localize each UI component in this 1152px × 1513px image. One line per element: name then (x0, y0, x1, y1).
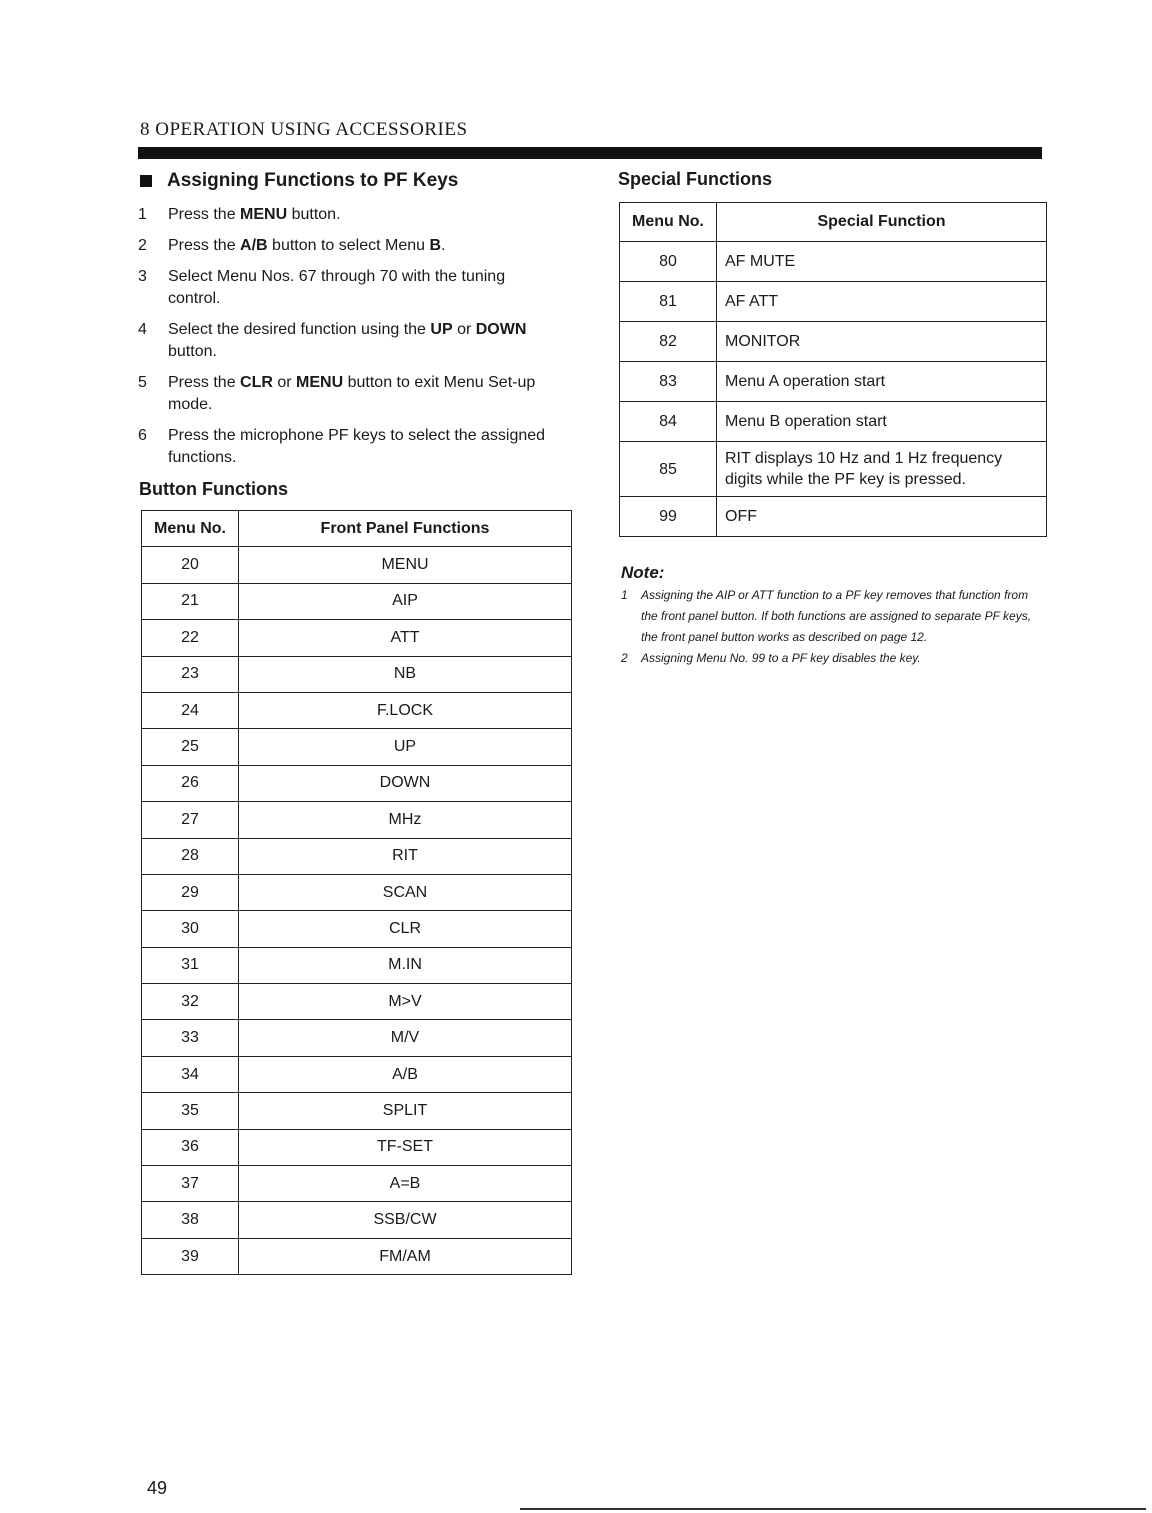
menu-number-cell: 31 (142, 947, 239, 983)
menu-number-cell: 28 (142, 838, 239, 874)
menu-number-cell: 32 (142, 984, 239, 1020)
function-cell: A=B (239, 1166, 572, 1202)
menu-number-cell: 39 (142, 1238, 239, 1274)
menu-number-cell: 23 (142, 656, 239, 692)
note-title: Note: (621, 563, 665, 582)
function-cell: F.LOCK (239, 692, 572, 728)
step-text (168, 372, 558, 416)
step-text-part: Press the (168, 374, 241, 391)
step-text-part: Press the (168, 237, 241, 254)
step-keyword: CLR (240, 374, 273, 391)
table-row (620, 242, 1047, 282)
function-cell: SPLIT (239, 1093, 572, 1129)
note-item (621, 585, 1046, 648)
step-number: 6 (138, 427, 147, 444)
step-text-part: Select the desired function using the (168, 321, 431, 338)
function-cell: NB (239, 656, 572, 692)
table-row (142, 1238, 572, 1274)
table-row (142, 1129, 572, 1165)
step-keyword: A/B (240, 237, 268, 254)
step-number: 4 (138, 321, 147, 338)
table-row (142, 656, 572, 692)
note-text: Assigning Menu No. 99 to a PF key disables the key. (641, 651, 921, 665)
section-title-text: Assigning Functions to PF Keys (167, 170, 459, 191)
step-text-part: button to exit Menu Set-up mode. (168, 374, 536, 413)
step-text (168, 319, 558, 363)
step-text-part: . (441, 237, 446, 254)
header-rule (138, 147, 1042, 159)
function-cell: DOWN (239, 765, 572, 801)
step-text-part: Press the (168, 206, 241, 223)
function-cell: MENU (239, 547, 572, 583)
column-header: Front Panel Functions (239, 511, 572, 547)
table-header-row (620, 203, 1047, 242)
step-text-part: button to select Menu (267, 237, 430, 254)
note-number: 1 (621, 588, 628, 602)
step-item (138, 372, 558, 416)
menu-number-cell: 83 (620, 362, 717, 402)
table-row (142, 1166, 572, 1202)
notes-list (621, 585, 1046, 669)
table-row (142, 1202, 572, 1238)
step-item (138, 204, 558, 226)
function-cell: MHz (239, 802, 572, 838)
step-keyword: DOWN (475, 321, 527, 338)
menu-number-cell: 22 (142, 620, 239, 656)
table-row (142, 947, 572, 983)
function-cell: A/B (239, 1056, 572, 1092)
step-text-part: or (272, 374, 297, 391)
table-row (142, 1093, 572, 1129)
menu-number-cell: 24 (142, 692, 239, 728)
step-text (168, 266, 558, 310)
menu-number-cell: 34 (142, 1056, 239, 1092)
function-cell: FM/AM (239, 1238, 572, 1274)
step-text-part: Press the microphone PF keys to select the assigned functions. (168, 427, 546, 466)
table-row (620, 322, 1047, 362)
menu-number-cell: 82 (620, 322, 717, 362)
menu-number-cell: 84 (620, 402, 717, 442)
note-number: 2 (621, 651, 628, 665)
footer-rule (520, 1508, 1146, 1510)
function-cell: CLR (239, 911, 572, 947)
table-row (620, 497, 1047, 537)
table-row (142, 874, 572, 910)
menu-number-cell: 38 (142, 1202, 239, 1238)
function-cell: RIT (239, 838, 572, 874)
function-cell: TF-SET (239, 1129, 572, 1165)
table-row (142, 547, 572, 583)
step-item (138, 425, 558, 469)
step-keyword: UP (430, 321, 453, 338)
button-functions-table (141, 510, 572, 1275)
menu-number-cell: 37 (142, 1166, 239, 1202)
table-row (620, 442, 1047, 497)
table-row (620, 402, 1047, 442)
table-row (620, 282, 1047, 322)
step-text (168, 235, 445, 257)
function-cell: M>V (239, 984, 572, 1020)
step-keyword: MENU (240, 206, 288, 223)
menu-number-cell: 36 (142, 1129, 239, 1165)
table-row (142, 620, 572, 656)
table-row (620, 362, 1047, 402)
function-cell: AIP (239, 583, 572, 619)
table-row (142, 729, 572, 765)
table-row (142, 765, 572, 801)
function-cell: SCAN (239, 874, 572, 910)
bullet-square-icon (140, 175, 152, 187)
table-row (142, 911, 572, 947)
table-row (142, 838, 572, 874)
function-cell: M.IN (239, 947, 572, 983)
steps-list (138, 204, 558, 478)
table-header-row (142, 511, 572, 547)
function-cell: M/V (239, 1020, 572, 1056)
table-row (142, 802, 572, 838)
section-title (140, 170, 458, 192)
table-row (142, 583, 572, 619)
menu-number-cell: 85 (620, 442, 717, 497)
chapter-heading: 8 OPERATION USING ACCESSORIES (140, 119, 468, 140)
menu-number-cell: 80 (620, 242, 717, 282)
table-row (142, 1020, 572, 1056)
menu-number-cell: 99 (620, 497, 717, 537)
menu-number-cell: 21 (142, 583, 239, 619)
function-cell: SSB/CW (239, 1202, 572, 1238)
menu-number-cell: 20 (142, 547, 239, 583)
step-number: 2 (138, 237, 147, 254)
step-text (168, 425, 558, 469)
table-row (142, 692, 572, 728)
column-header: Special Function (717, 203, 1047, 242)
step-item (138, 266, 558, 310)
function-cell: UP (239, 729, 572, 765)
menu-number-cell: 27 (142, 802, 239, 838)
function-cell: ATT (239, 620, 572, 656)
special-functions-title: Special Functions (618, 169, 773, 189)
step-number: 3 (138, 268, 147, 285)
step-text (168, 204, 341, 226)
function-cell: AF MUTE (717, 242, 1047, 282)
function-cell: Menu B operation start (717, 402, 1047, 442)
function-cell: OFF (717, 497, 1047, 537)
step-text-part: button. (168, 343, 217, 360)
function-cell: Menu A operation start (717, 362, 1047, 402)
step-text-part: Select Menu Nos. 67 through 70 with the tuning control. (168, 268, 506, 307)
menu-number-cell: 25 (142, 729, 239, 765)
menu-number-cell: 81 (620, 282, 717, 322)
step-number: 1 (138, 206, 147, 223)
step-item (138, 319, 558, 363)
table-row (142, 1056, 572, 1092)
menu-number-cell: 26 (142, 765, 239, 801)
column-header: Menu No. (142, 511, 239, 547)
special-functions-table (619, 202, 1047, 537)
column-header: Menu No. (620, 203, 717, 242)
menu-number-cell: 29 (142, 874, 239, 910)
step-keyword: B (429, 237, 442, 254)
note-text: Assigning the AIP or ATT function to a PF key removes that function from the front panel button. If both functions are assigned to separate PF keys, the front panel button works as described on page 12. (641, 588, 1032, 644)
step-text-part: or (452, 321, 476, 338)
function-cell: RIT displays 10 Hz and 1 Hz frequency digits while the PF key is pressed. (717, 442, 1047, 497)
step-number: 5 (138, 374, 147, 391)
note-item (621, 648, 1046, 669)
table-row (142, 984, 572, 1020)
step-text-part: button. (287, 206, 341, 223)
step-item (138, 235, 558, 257)
button-functions-title: Button Functions (139, 479, 288, 499)
function-cell: AF ATT (717, 282, 1047, 322)
page-number: 49 (147, 1478, 168, 1498)
menu-number-cell: 30 (142, 911, 239, 947)
step-keyword: MENU (296, 374, 344, 391)
function-cell: MONITOR (717, 322, 1047, 362)
menu-number-cell: 33 (142, 1020, 239, 1056)
menu-number-cell: 35 (142, 1093, 239, 1129)
